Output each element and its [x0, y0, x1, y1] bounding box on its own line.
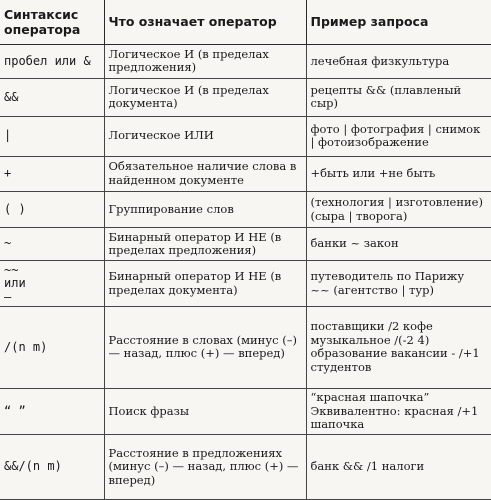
header-syntax: Синтаксис оператора: [0, 0, 104, 44]
meaning-cell: Бинарный оператор И НЕ (в пределах предложения): [104, 227, 306, 261]
table-row: [0, 79, 491, 117]
operator-cell: +: [0, 156, 104, 192]
meaning-cell: Обязательное наличие слова в найденном документе: [104, 156, 306, 192]
meaning-cell: Группирование слов: [104, 192, 306, 228]
meaning-cell: Расстояние в словах (минус (–) — назад, плюс (+) — вперед): [104, 307, 306, 389]
table-row: [0, 192, 491, 228]
table-row: [0, 156, 491, 192]
table-row: [0, 227, 491, 261]
operator-cell: “ ”: [0, 388, 104, 434]
operator-cell: |: [0, 116, 104, 156]
example-cell: банк && /1 налоги: [306, 434, 491, 499]
meaning-cell: Логическое И (в пределах документа): [104, 79, 306, 117]
meaning-cell: Поиск фразы: [104, 388, 306, 434]
example-cell: лечебная физкультура: [306, 44, 491, 79]
example-cell: рецепты && (плавленый сыр): [306, 79, 491, 117]
header-example: Пример запроса: [306, 0, 491, 44]
table-header-row: [0, 0, 491, 44]
example-cell: “красная шапочка” Эквивалентно: красная /+1 шапочка: [306, 388, 491, 434]
example-cell: (технология | изготовление) (сыра | творога): [306, 192, 491, 228]
operator-cell: ( ): [0, 192, 104, 228]
table-row: [0, 388, 491, 434]
example-cell: путеводитель по Парижу ~~ (агентство | тур): [306, 261, 491, 307]
operator-cell: &&: [0, 79, 104, 117]
example-cell: поставщики /2 кофе музыкальное /(-2 4) образование вакансии - /+1 студентов: [306, 307, 491, 389]
operator-cell: ~: [0, 227, 104, 261]
table-row: [0, 261, 491, 307]
meaning-cell: Расстояние в предложениях (минус (–) — назад, плюс (+) — вперед): [104, 434, 306, 499]
meaning-cell: Бинарный оператор И НЕ (в пределах документа): [104, 261, 306, 307]
table-row: [0, 44, 491, 79]
operator-cell: &&/(n m): [0, 434, 104, 499]
example-cell: +быть или +не быть: [306, 156, 491, 192]
example-cell: фото | фотография | снимок | фотоизображение: [306, 116, 491, 156]
operator-cell: ~~ или –: [0, 261, 104, 307]
operator-cell: пробел или &: [0, 44, 104, 79]
meaning-cell: Логическое И (в пределах предложения): [104, 44, 306, 79]
meaning-cell: Логическое ИЛИ: [104, 116, 306, 156]
table-row: [0, 434, 491, 499]
table-row: [0, 116, 491, 156]
table-row: [0, 307, 491, 389]
header-meaning: Что означает оператор: [104, 0, 306, 44]
example-cell: банки ~ закон: [306, 227, 491, 261]
operator-cell: /(n m): [0, 307, 104, 389]
